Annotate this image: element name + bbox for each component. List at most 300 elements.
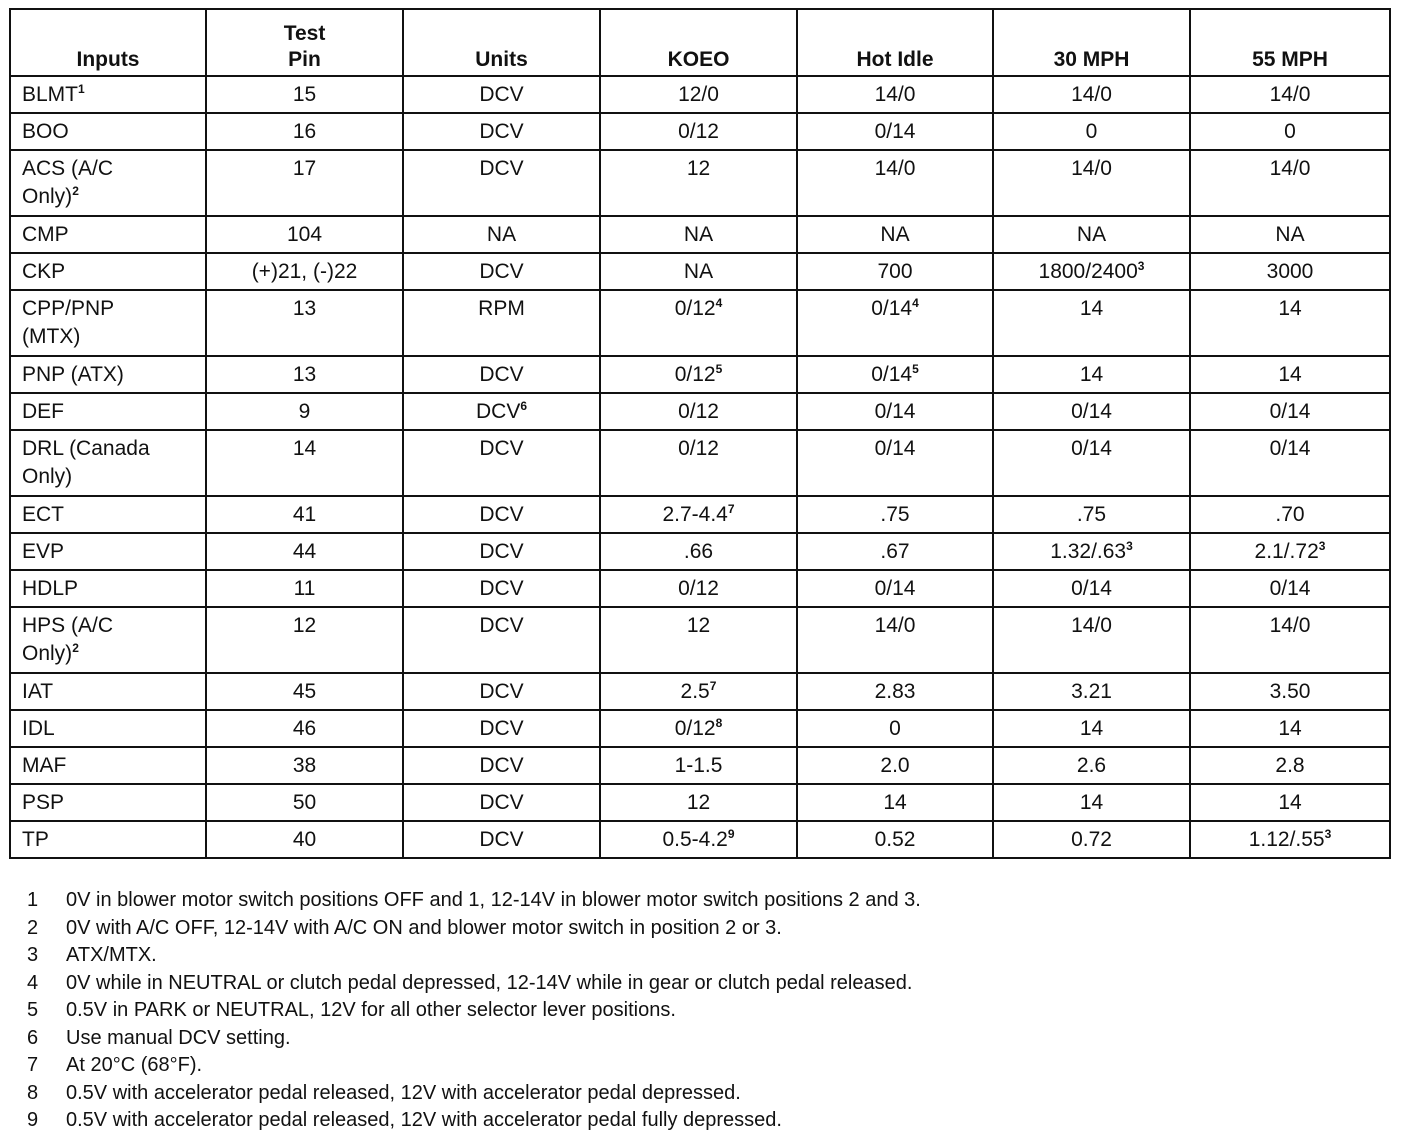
- table-row: [10, 607, 1390, 673]
- table-cell: [206, 747, 403, 784]
- specification-table-container: [9, 8, 1391, 859]
- cell-text: CMP: [22, 223, 69, 246]
- table-cell: [797, 430, 993, 496]
- table-cell: [403, 607, 600, 673]
- input-name-cell: [10, 113, 206, 150]
- cell-text: DCV: [479, 437, 524, 460]
- cell-text: 2.7-4.4: [662, 503, 728, 526]
- footnote-text: At 20°C (68°F).: [66, 1054, 203, 1076]
- cell-text: DCV: [479, 120, 524, 143]
- cell-text: 2.1/.72: [1254, 540, 1319, 563]
- table-cell: [600, 607, 797, 673]
- table-cell: [1190, 290, 1390, 356]
- cell-text: MAF: [22, 754, 67, 777]
- table-cell: [797, 673, 993, 710]
- cell-text: 0.5-4.2: [662, 828, 728, 851]
- cell-text: 12: [686, 614, 711, 637]
- table-cell: [797, 710, 993, 747]
- footnote: [27, 997, 1387, 1025]
- cell-text: DCV: [479, 540, 524, 563]
- table-cell: [206, 216, 403, 253]
- footnote-text: ATX/MTX.: [66, 944, 157, 966]
- table-cell: [403, 393, 600, 430]
- footnote-marker: 8: [715, 716, 723, 730]
- table-cell: [600, 673, 797, 710]
- table-cell: [403, 430, 600, 496]
- footnote: [27, 970, 1387, 998]
- cell-text: 14/0: [1071, 157, 1112, 180]
- table-cell: [1190, 393, 1390, 430]
- cell-text: 0/12: [678, 577, 719, 600]
- cell-text: 16: [292, 120, 317, 143]
- table-cell: [206, 290, 403, 356]
- table-cell: [206, 430, 403, 496]
- footnote: [27, 942, 1387, 970]
- cell-text: DCV: [479, 577, 524, 600]
- table-cell: [403, 216, 600, 253]
- table-cell: [206, 76, 403, 113]
- footnote-number: 7: [27, 1054, 39, 1076]
- table-cell: [797, 216, 993, 253]
- cell-text: 44: [292, 540, 317, 563]
- cell-text: 1800/2400: [1038, 260, 1138, 283]
- footnote: [27, 1107, 1387, 1135]
- input-name-cell: [10, 710, 206, 747]
- table-row: [10, 216, 1390, 253]
- cell-text: NA: [880, 223, 910, 246]
- cell-text: IAT: [22, 680, 54, 703]
- cell-text: 14/0: [874, 83, 916, 106]
- footnote-marker: 5: [912, 362, 919, 376]
- footnote-marker: 7: [727, 502, 735, 516]
- table-cell: [797, 821, 993, 858]
- cell-text: Only): [22, 465, 73, 488]
- cell-text: 50: [292, 791, 317, 814]
- table-cell: [403, 150, 600, 216]
- cell-text: 0: [1085, 120, 1098, 143]
- input-name-cell: [10, 821, 206, 858]
- cell-text: HDLP: [22, 577, 79, 600]
- table-row: [10, 784, 1390, 821]
- table-cell: [600, 821, 797, 858]
- table-row: [10, 710, 1390, 747]
- cell-text: 2.6: [1076, 754, 1107, 777]
- table-cell: [993, 496, 1190, 533]
- footnote-text: 0.5V with accelerator pedal released, 12V with accelerator pedal fully depressed.: [66, 1109, 782, 1131]
- table-row: [10, 150, 1390, 216]
- input-name-cell: [10, 747, 206, 784]
- table-cell: [206, 253, 403, 290]
- cell-text: NA: [1076, 223, 1107, 246]
- footnote-text: 0V in blower motor switch positions OFF and 1, 12-14V in blower motor switch positions 2 and 3.: [66, 889, 921, 911]
- table-cell: [797, 356, 993, 393]
- table-cell: [403, 76, 600, 113]
- input-name-cell: [10, 570, 206, 607]
- table-cell: [1190, 253, 1390, 290]
- cell-text: 14/0: [874, 157, 916, 180]
- footnote-marker: 6: [520, 399, 528, 413]
- cell-text: 14: [1278, 717, 1302, 740]
- cell-text: 13: [292, 297, 317, 320]
- table-cell: [1190, 710, 1390, 747]
- cell-text: 3000: [1266, 260, 1314, 283]
- input-name-cell: [10, 76, 206, 113]
- cell-text: 0/12: [674, 297, 716, 320]
- cell-text: DCV: [479, 83, 524, 106]
- cell-text: 0/12: [674, 717, 716, 740]
- cell-text: 15: [292, 83, 317, 106]
- table-cell: [797, 607, 993, 673]
- cell-text: 14/0: [874, 614, 916, 637]
- cell-text: 2.8: [1275, 754, 1305, 777]
- table-cell: [993, 356, 1190, 393]
- cell-text: 0/14: [874, 400, 916, 423]
- table-cell: [797, 747, 993, 784]
- footnote-marker: 4: [715, 296, 723, 310]
- cell-text: 2.83: [874, 680, 916, 703]
- cell-text: IDL: [22, 717, 55, 740]
- footnote-text: Use manual DCV setting.: [66, 1026, 291, 1049]
- input-name-cell: [10, 430, 206, 496]
- table-cell: [993, 430, 1190, 496]
- footnote-marker: 3: [1324, 827, 1332, 841]
- cell-text: Only): [22, 185, 73, 208]
- input-name-cell: [10, 533, 206, 570]
- cell-text: 104: [286, 223, 323, 246]
- table-cell: [1190, 673, 1390, 710]
- cell-text: EVP: [22, 540, 65, 563]
- table-cell: [1190, 821, 1390, 858]
- table-cell: [1190, 607, 1390, 673]
- cell-text: 2.5: [680, 680, 710, 703]
- table-cell: [600, 570, 797, 607]
- input-name-cell: [10, 496, 206, 533]
- table-cell: [600, 216, 797, 253]
- cell-text: DCV: [479, 363, 524, 386]
- table-cell: [1190, 76, 1390, 113]
- table-cell: [797, 784, 993, 821]
- table-row: [10, 253, 1390, 290]
- table-cell: [993, 216, 1190, 253]
- footnote-number: 6: [27, 1026, 39, 1049]
- table-cell: [600, 496, 797, 533]
- cell-text: 12: [292, 614, 317, 637]
- cell-text: 14/0: [1269, 157, 1311, 180]
- cell-text: 14: [883, 791, 907, 814]
- table-cell: [600, 747, 797, 784]
- input-name-cell: [10, 673, 206, 710]
- column-header-text: 55 MPH: [1252, 48, 1328, 71]
- table-cell: [797, 533, 993, 570]
- table-cell: [600, 784, 797, 821]
- table-cell: [600, 76, 797, 113]
- table-cell: [1190, 533, 1390, 570]
- table-cell: [403, 496, 600, 533]
- table-cell: [206, 821, 403, 858]
- table-cell: [206, 393, 403, 430]
- footnote-number: 1: [27, 889, 39, 911]
- table-cell: [797, 393, 993, 430]
- cell-text: CPP/PNP: [22, 297, 115, 320]
- cell-text: DRL (Canada: [22, 437, 150, 460]
- footnote: [27, 915, 1387, 943]
- cell-text: 0/14: [874, 437, 916, 460]
- cell-text: DCV: [475, 400, 521, 423]
- cell-text: DCV: [479, 717, 524, 740]
- cell-text: (+)21, (-)22: [251, 260, 358, 283]
- cell-text: 0/14: [1269, 577, 1311, 600]
- column-header-text: Inputs: [76, 48, 140, 71]
- column-header-text: Units: [475, 48, 528, 71]
- cell-text: NA: [683, 223, 714, 246]
- table-cell: [797, 290, 993, 356]
- table-cell: [993, 533, 1190, 570]
- table-cell: [1190, 496, 1390, 533]
- table-cell: [993, 821, 1190, 858]
- footnote-marker: 1: [78, 82, 85, 96]
- cell-text: 14/0: [1269, 614, 1311, 637]
- table-cell: [206, 710, 403, 747]
- column-header: [1190, 9, 1390, 76]
- cell-text: 41: [292, 503, 317, 526]
- footnote-marker: 2: [72, 184, 79, 198]
- table-cell: [993, 290, 1190, 356]
- footnote-text: 0V with A/C OFF, 12-14V with A/C ON and blower motor switch in position 2 or 3.: [66, 916, 782, 939]
- cell-text: ACS (A/C: [22, 157, 114, 180]
- cell-text: 1.12/.55: [1248, 828, 1325, 851]
- table-row: [10, 747, 1390, 784]
- cell-text: 3.21: [1071, 680, 1112, 703]
- cell-text: 14: [1079, 717, 1104, 740]
- cell-text: BLMT: [22, 83, 79, 106]
- table-cell: [1190, 570, 1390, 607]
- footnote-marker: 9: [727, 827, 735, 841]
- table-cell: [403, 253, 600, 290]
- cell-text: 0.52: [874, 828, 916, 851]
- cell-text: DCV: [479, 157, 524, 180]
- footnote-number: 8: [27, 1081, 39, 1104]
- cell-text: .67: [880, 540, 910, 563]
- table-row: [10, 290, 1390, 356]
- table-cell: [206, 356, 403, 393]
- table-cell: [403, 533, 600, 570]
- cell-text: DCV: [479, 754, 524, 777]
- cell-text: 12: [686, 791, 711, 814]
- table-cell: [403, 747, 600, 784]
- table-cell: [403, 821, 600, 858]
- cell-text: DCV: [479, 791, 524, 814]
- cell-text: 0: [889, 717, 901, 740]
- cell-text: 0/12: [678, 400, 719, 423]
- cell-text: .75: [880, 503, 910, 526]
- cell-text: 0/14: [871, 363, 913, 386]
- specification-table: [9, 8, 1391, 859]
- table-cell: [993, 393, 1190, 430]
- table-header-row: [10, 9, 1390, 76]
- cell-text: 0.72: [1071, 828, 1112, 851]
- input-name-cell: [10, 150, 206, 216]
- cell-text: HPS (A/C: [22, 614, 114, 637]
- table-cell: [206, 607, 403, 673]
- table-cell: [993, 747, 1190, 784]
- footnote-marker: 4: [912, 296, 919, 310]
- cell-text: 0/14: [874, 577, 916, 600]
- table-row: [10, 533, 1390, 570]
- table-cell: [403, 290, 600, 356]
- table-body: [10, 76, 1390, 858]
- table-cell: [403, 570, 600, 607]
- table-cell: [993, 150, 1190, 216]
- input-name-cell: [10, 607, 206, 673]
- column-header-text: Test: [283, 22, 326, 45]
- table-cell: [1190, 356, 1390, 393]
- cell-text: DCV: [479, 503, 524, 526]
- table-row: [10, 673, 1390, 710]
- cell-text: 0/12: [678, 120, 719, 143]
- table-cell: [797, 150, 993, 216]
- cell-text: 14/0: [1071, 83, 1112, 106]
- cell-text: DCV: [479, 828, 524, 851]
- table-cell: [1190, 784, 1390, 821]
- cell-text: (MTX): [22, 325, 81, 348]
- table-cell: [600, 150, 797, 216]
- table-cell: [797, 76, 993, 113]
- footnote-number: 3: [27, 944, 39, 966]
- column-header: [993, 9, 1190, 76]
- table-row: [10, 113, 1390, 150]
- input-name-cell: [10, 253, 206, 290]
- footnote-number: 4: [27, 971, 39, 994]
- table-row: [10, 76, 1390, 113]
- footnote: [27, 887, 1387, 915]
- footnote-number: 5: [27, 999, 39, 1021]
- table-cell: [206, 150, 403, 216]
- cell-text: 700: [877, 260, 913, 283]
- table-cell: [600, 253, 797, 290]
- cell-text: 0: [1284, 120, 1296, 143]
- cell-text: .70: [1275, 503, 1305, 526]
- table-cell: [1190, 430, 1390, 496]
- cell-text: DCV: [479, 260, 524, 283]
- cell-text: 14/0: [1269, 83, 1311, 106]
- table-cell: [206, 784, 403, 821]
- table-cell: [600, 290, 797, 356]
- table-cell: [993, 607, 1190, 673]
- table-cell: [403, 673, 600, 710]
- table-row: [10, 393, 1390, 430]
- cell-text: DCV: [479, 614, 524, 637]
- table-cell: [600, 710, 797, 747]
- cell-text: 0/14: [1071, 577, 1112, 600]
- table-cell: [403, 710, 600, 747]
- cell-text: TP: [22, 828, 49, 851]
- cell-text: 14: [1278, 791, 1302, 814]
- cell-text: DEF: [22, 400, 64, 423]
- cell-text: 14: [1079, 791, 1104, 814]
- footnote-text: 0.5V with accelerator pedal released, 12V with accelerator pedal depressed.: [66, 1081, 741, 1104]
- cell-text: 14: [1278, 363, 1302, 386]
- table-cell: [797, 496, 993, 533]
- table-cell: [993, 253, 1190, 290]
- cell-text: 14: [1079, 363, 1104, 386]
- table-cell: [993, 673, 1190, 710]
- column-header: [600, 9, 797, 76]
- cell-text: .75: [1076, 503, 1107, 526]
- input-name-cell: [10, 356, 206, 393]
- cell-text: RPM: [478, 297, 525, 320]
- column-header: [10, 9, 206, 76]
- cell-text: NA: [683, 260, 714, 283]
- table-row: [10, 570, 1390, 607]
- cell-text: 12: [686, 157, 711, 180]
- table-row: [10, 821, 1390, 858]
- column-header-text: 30 MPH: [1053, 48, 1130, 71]
- cell-text: 1-1.5: [674, 754, 723, 777]
- cell-text: 46: [292, 717, 317, 740]
- cell-text: 0/14: [1071, 437, 1112, 460]
- table-cell: [1190, 113, 1390, 150]
- cell-text: 0/12: [674, 363, 716, 386]
- cell-text: 9: [298, 400, 311, 423]
- table-cell: [1190, 150, 1390, 216]
- cell-text: NA: [486, 223, 517, 246]
- table-cell: [797, 570, 993, 607]
- cell-text: 0/14: [1269, 437, 1311, 460]
- table-cell: [993, 570, 1190, 607]
- table-cell: [797, 113, 993, 150]
- cell-text: 0/14: [871, 297, 913, 320]
- cell-text: 1.32/.63: [1050, 540, 1127, 563]
- cell-text: 45: [292, 680, 317, 703]
- cell-text: 2.0: [880, 754, 910, 777]
- cell-text: 3.50: [1269, 680, 1311, 703]
- table-cell: [403, 113, 600, 150]
- cell-text: PSP: [22, 791, 65, 814]
- cell-text: 0/14: [1269, 400, 1311, 423]
- cell-text: 12/0: [678, 83, 719, 106]
- table-cell: [993, 113, 1190, 150]
- input-name-cell: [10, 290, 206, 356]
- cell-text: 17: [292, 157, 317, 180]
- input-name-cell: [10, 216, 206, 253]
- footnote: [27, 1052, 1387, 1080]
- table-cell: [600, 430, 797, 496]
- table-cell: [1190, 747, 1390, 784]
- column-header: [206, 9, 403, 76]
- column-header: [403, 9, 600, 76]
- table-cell: [993, 784, 1190, 821]
- cell-text: 13: [292, 363, 317, 386]
- cell-text: 14/0: [1071, 614, 1112, 637]
- footnote-number: 2: [27, 916, 39, 939]
- table-cell: [797, 253, 993, 290]
- footnote-marker: 3: [1318, 539, 1326, 553]
- column-header-text: Pin: [288, 48, 321, 71]
- input-name-cell: [10, 393, 206, 430]
- cell-text: 0/12: [678, 437, 719, 460]
- footnote: [27, 1080, 1387, 1108]
- footnote-text: 0.5V in PARK or NEUTRAL, 12V for all other selector lever positions.: [66, 999, 676, 1021]
- table-cell: [600, 533, 797, 570]
- cell-text: 14: [1079, 297, 1104, 320]
- column-header-text: Hot Idle: [856, 48, 934, 71]
- table-row: [10, 496, 1390, 533]
- footnote-text: 0V while in NEUTRAL or clutch pedal depressed, 12-14V while in gear or clutch pedal released.: [66, 971, 913, 994]
- footnote-marker: 7: [709, 679, 717, 693]
- footnote: [27, 1025, 1387, 1053]
- table-cell: [206, 496, 403, 533]
- footnote-marker: 5: [715, 362, 723, 376]
